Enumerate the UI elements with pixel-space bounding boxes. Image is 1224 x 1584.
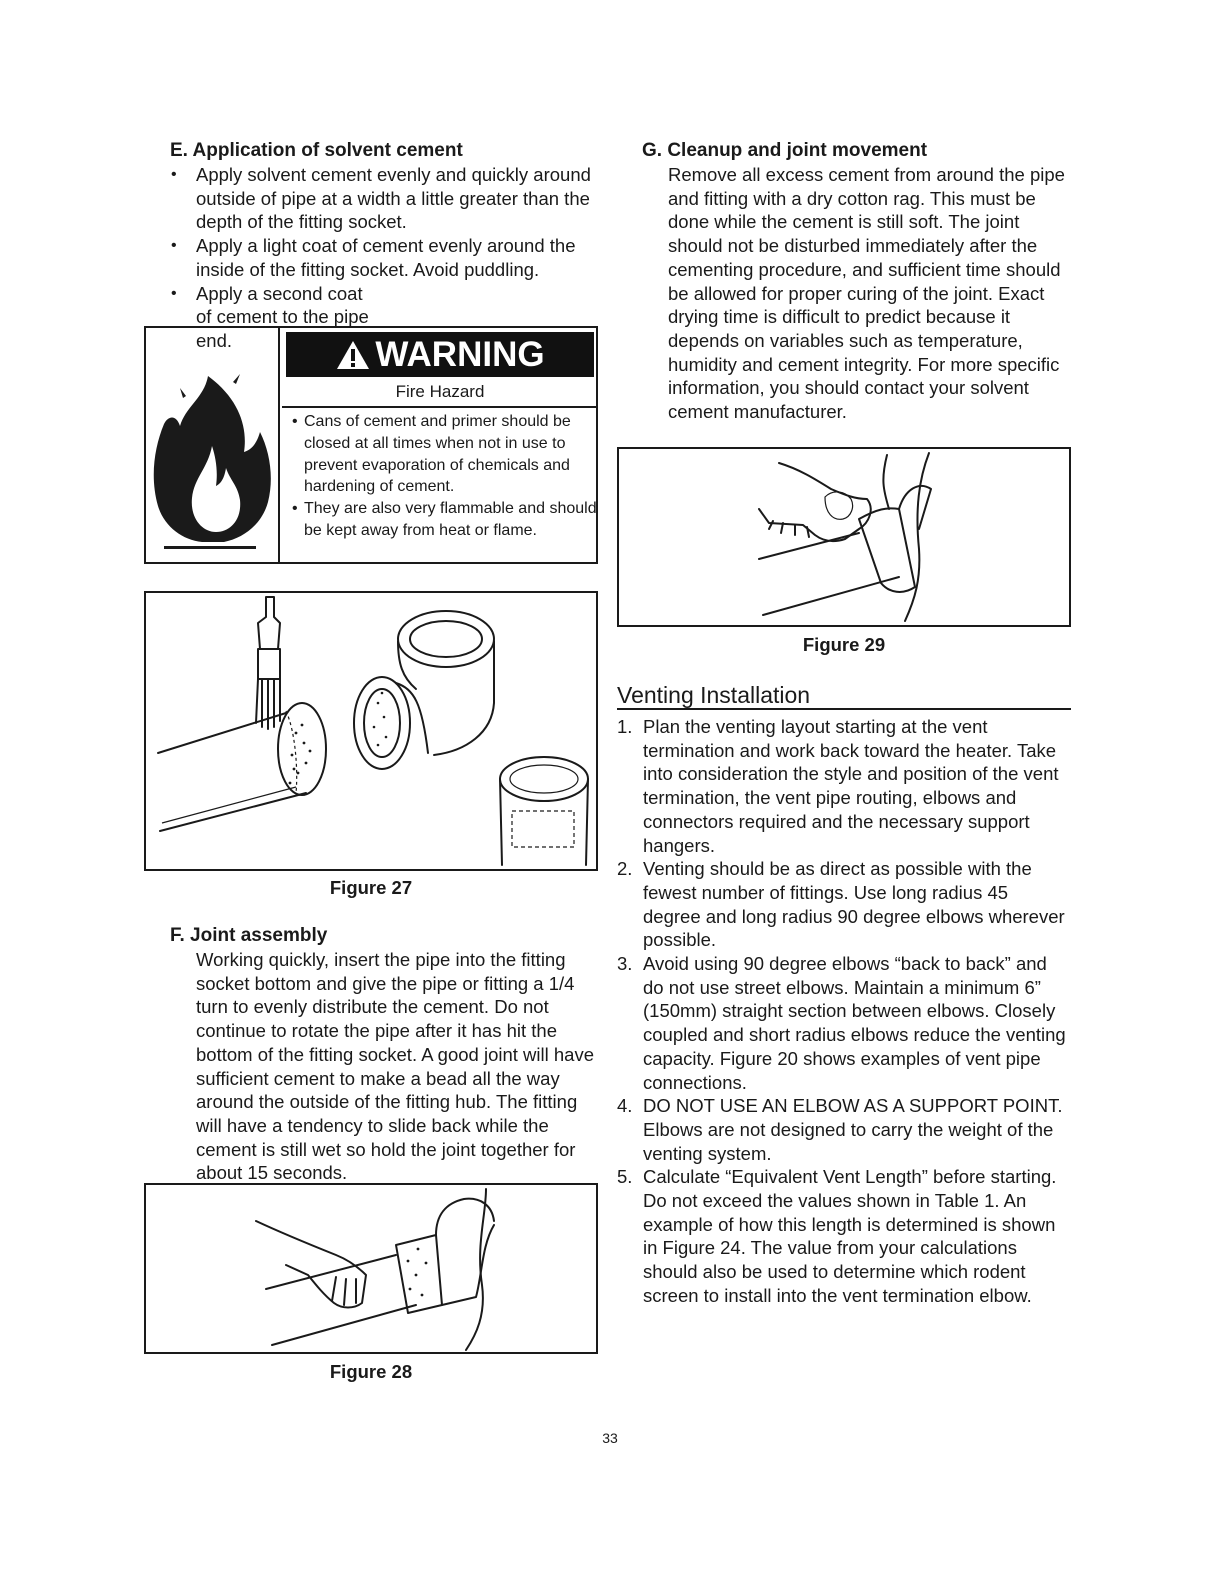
warning-banner-text: WARNING — [375, 334, 545, 374]
venting-steps — [617, 715, 1067, 1308]
venting-step — [617, 857, 1067, 952]
warning-items — [292, 411, 597, 542]
fire-icon — [146, 328, 276, 562]
venting-installation-heading: Venting Installation — [617, 682, 1071, 710]
figure-29-caption: Figure 29 — [802, 634, 886, 655]
venting-step-text: Venting should be as direct as possible with the fewest number of fittings. Use long radius 45 degree and long radius 90 degree elbows wherever possible. — [643, 858, 1065, 951]
page-number: 33 — [602, 1430, 618, 1446]
figure-28-illustration — [144, 1183, 598, 1354]
venting-step-number: 1. — [617, 716, 633, 737]
figure-28-caption: Figure 28 — [329, 1361, 413, 1382]
warning-item: • Cans of cement and primer should be closed at all times when not in use to prevent evaporation of chemicals and hardening of cement. — [292, 411, 597, 498]
venting-step-text: DO NOT USE AN ELBOW AS A SUPPORT POINT. Elbows are not designed to carry the weight of the venting system. — [643, 1095, 1063, 1164]
venting-step — [617, 715, 1067, 857]
venting-step-number: 5. — [617, 1166, 633, 1188]
section-e — [170, 139, 610, 353]
section-f-title: F. Joint assembly — [170, 925, 328, 946]
fire-hazard-warning — [144, 326, 598, 564]
venting-step-number: 4. — [617, 1095, 633, 1117]
section-f — [170, 924, 605, 1185]
section-e-title: E. Application of solvent cement — [170, 140, 463, 161]
section-g — [642, 139, 1072, 424]
venting-step — [617, 1165, 1067, 1307]
warning-triangle-icon — [335, 339, 371, 371]
warning-subtitle: Fire Hazard — [282, 378, 598, 408]
venting-step-number: 2. — [617, 858, 633, 880]
warning-banner — [286, 332, 594, 377]
section-e-bullets — [170, 163, 610, 353]
section-f-body: Working quickly, insert the pipe into the fitting socket bottom and give the pipe or fitting a 1/4 turn to evenly distribute the cement. Do not continue to rotate the pipe after it has hit the bottom of the fitting socket. A good joint will have sufficient cement to make a bead all the way around the outside of the fitting hub. The fitting will have a tendency to slide back while the cement is still wet so hold the joint together for about 15 seconds. — [196, 949, 594, 1184]
figure-27-illustration — [144, 591, 598, 871]
venting-step-number: 3. — [617, 953, 633, 975]
section-g-body: Remove all excess cement from around the pipe and fitting with a dry cotton rag. This must be done while the cement is still soft. The joint should not be disturbed immediately after the cementing procedure, and sufficient time should be allowed for proper curing of the joint. Exact drying time is difficult to predict because it depends on variables such as temperature, humidity and cement integrity. For more specific information, you should contact your solvent cement manufacturer. — [668, 164, 1065, 423]
fire-icon-cell — [146, 328, 280, 562]
section-e-bullet: • Apply a light coat of cement evenly around the inside of the fitting socket. Avoid puddling. — [170, 234, 610, 281]
section-e-bullet: • Apply solvent cement evenly and quickly around outside of pipe at a width a little greater than the depth of the fitting socket. — [170, 163, 610, 234]
venting-step-text: Calculate “Equivalent Vent Length” before starting. Do not exceed the values shown in Table 1. An example of how this length is determined is shown in Figure 24. The value from your calculations should also be used to determine which rodent screen to install into the vent termination elbow. — [643, 1166, 1057, 1306]
venting-step — [617, 952, 1067, 1094]
venting-step — [617, 1094, 1067, 1165]
section-g-title: G. Cleanup and joint movement — [642, 140, 928, 161]
venting-step-text: Plan the venting layout starting at the vent termination and work back toward the heater. Take into consideration the style and position of the vent termination, the vent pipe routing, elbows and connectors required and the necessary support hangers. — [643, 716, 1059, 856]
figure-27-caption: Figure 27 — [329, 877, 413, 898]
venting-step-text: Avoid using 90 degree elbows “back to back” and do not use street elbows. Maintain a minimum 6” (150mm) straight section between elbows. Closely coupled and short radius elbows reduce the venting capacity. Figure 20 shows examples of vent pipe connections. — [643, 953, 1066, 1093]
section-e-bullet: • Apply a second coat of cement to the pipe end. — [170, 282, 610, 353]
figure-29-illustration — [617, 447, 1071, 627]
warning-item: • They are also very flammable and should be kept away from heat or flame. — [292, 498, 597, 542]
